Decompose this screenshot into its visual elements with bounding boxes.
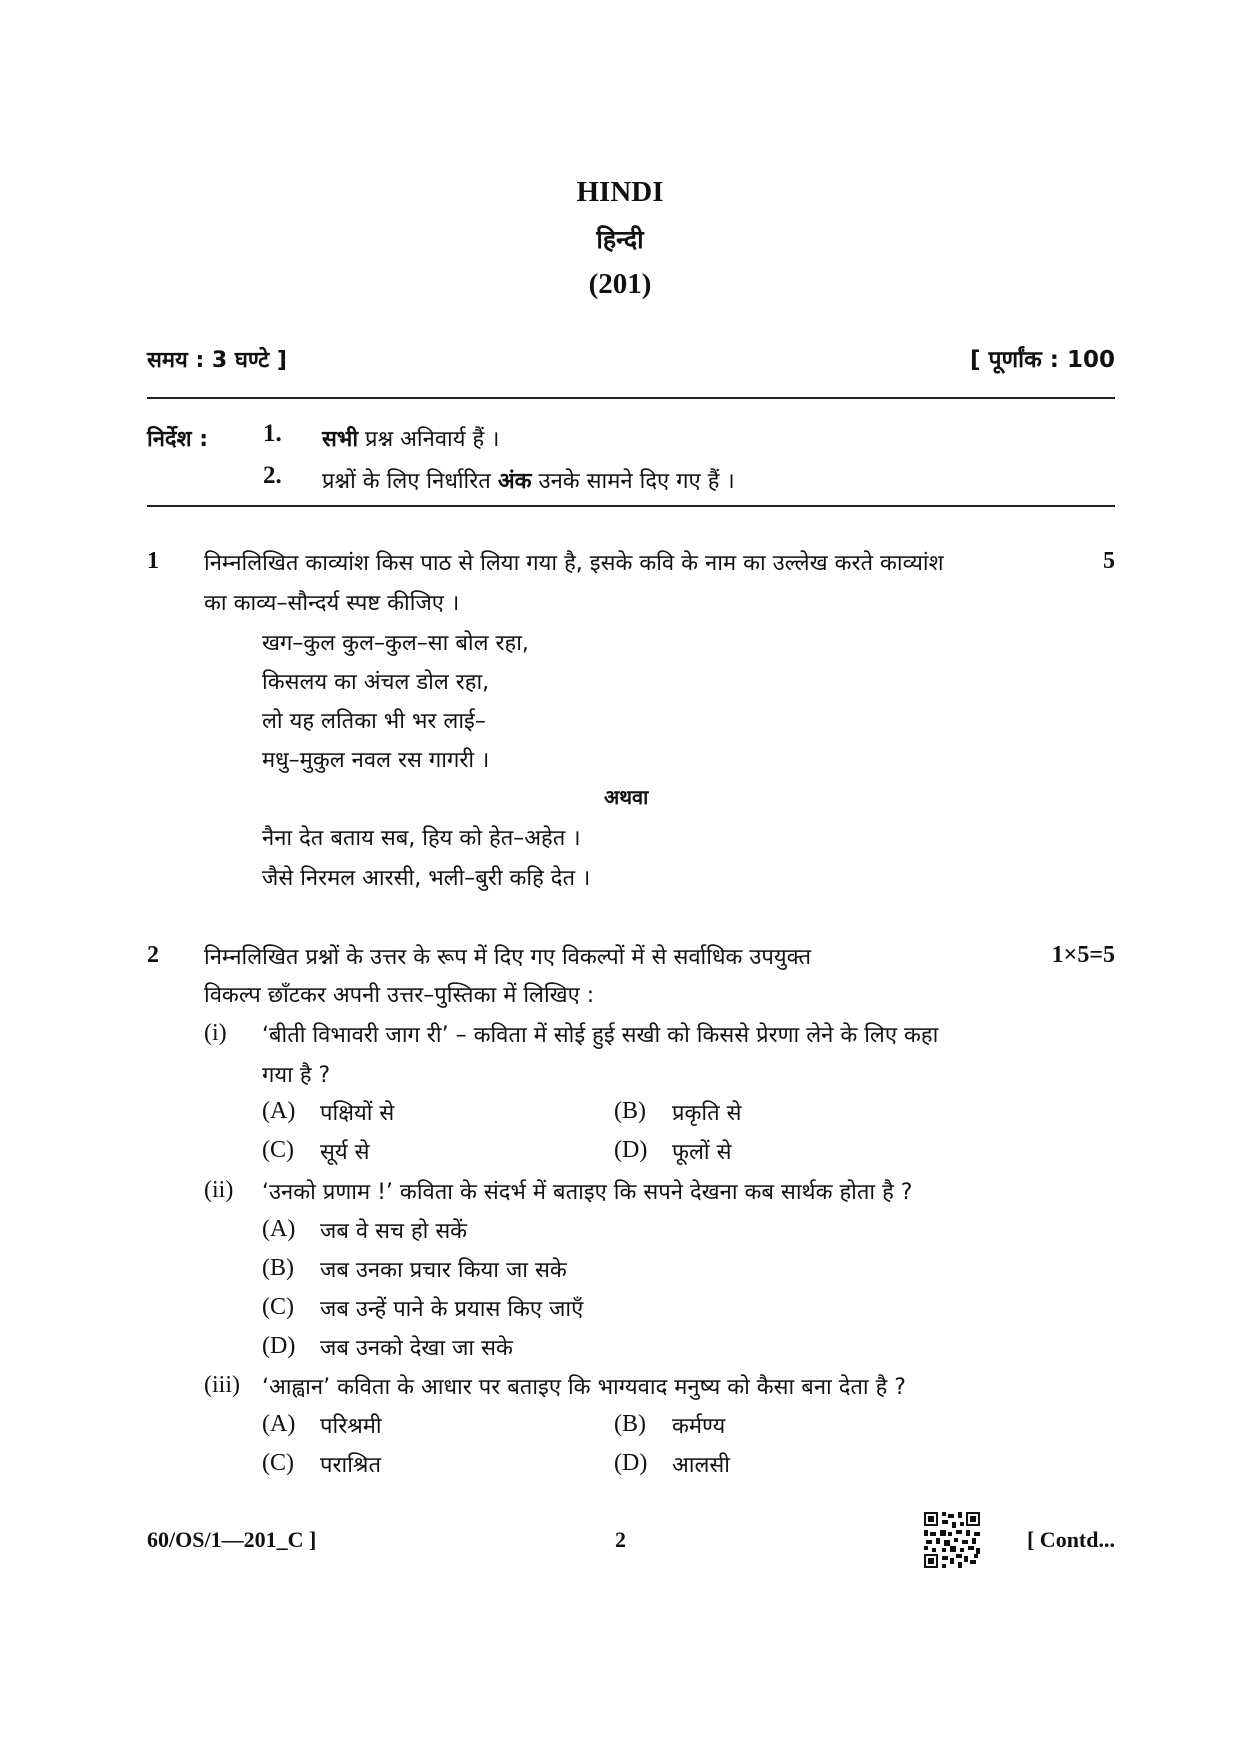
time-label: समय : 3 घण्टे ] (147, 348, 287, 373)
option-text: कर्मण्य (672, 1414, 726, 1439)
option-text: आलसी (672, 1453, 730, 1478)
option-label: (B) (614, 1098, 646, 1124)
subquestion-i-line-1: ‘बीती विभावरी जाग री’ – कविता में सोई हुई सखी को किससे प्रेरणा लेने के लिए कहा (262, 1023, 939, 1048)
option-label: (A) (262, 1098, 296, 1124)
option-label: (D) (614, 1450, 648, 1476)
subquestion-i-number: (i) (204, 1020, 227, 1046)
option-label: (A) (262, 1411, 296, 1437)
option-text: जब वे सच हो सकें (320, 1219, 468, 1244)
header-rule-top (147, 397, 1115, 399)
question-1-line-1: निम्नलिखित काव्यांश किस पाठ से लिया गया है, इसके कवि के नाम का उल्लेख करते काव्यांश (204, 551, 944, 576)
option-label: (C) (262, 1137, 294, 1163)
option-text: जब उनको देखा जा सके (320, 1336, 513, 1361)
option-text: सूर्य से (320, 1140, 370, 1165)
header-rule-bottom (147, 505, 1115, 507)
question-2-line-2: विकल्प छाँटकर अपनी उत्तर–पुस्तिका में लिखिए : (204, 983, 595, 1008)
option-text: फूलों से (672, 1140, 732, 1165)
doha-line-2: जैसे निरमल आरसी, भली–बुरी कहि देत । (262, 866, 591, 891)
option-label: (A) (262, 1216, 296, 1242)
instruction-2-post: उनके सामने दिए गए हैं । (538, 469, 735, 494)
title-hindi: हिन्दी (596, 225, 644, 254)
option-label: (C) (262, 1450, 294, 1476)
verse-line-4: मधु–मुकुल नवल रस गागरी । (262, 748, 490, 773)
verse-line-3: लो यह लतिका भी भर लाई– (262, 709, 486, 734)
subquestion-iii-number: (iii) (204, 1372, 240, 1398)
question-1-line-2: का काव्य–सौन्दर्य स्पष्ट कीजिए । (204, 591, 460, 616)
instruction-2-pre: प्रश्नों के लिए निर्धारित (322, 469, 491, 494)
continued-label: [ Contd... (1026, 1527, 1115, 1552)
instruction-1-bold: सभी (322, 427, 359, 452)
question-2-line-1: निम्नलिखित प्रश्नों के उत्तर के रूप में दिए गए विकल्पों में से सर्वाधिक उपयुक्त (204, 945, 812, 970)
instruction-2 (322, 465, 735, 495)
verse-line-2: किसलय का अंचल डोल रहा, (262, 670, 490, 695)
option-text: पराश्रित (320, 1453, 382, 1478)
option-text: जब उनका प्रचार किया जा सके (320, 1258, 567, 1283)
question-2-number: 2 (147, 942, 159, 968)
subquestion-ii-number: (ii) (204, 1177, 234, 1203)
option-label: (B) (262, 1255, 294, 1281)
subquestion-i-line-2: गया है ? (262, 1063, 331, 1088)
doha-line-1: नैना देत बताय सब, हिय को हेत–अहेत । (262, 826, 581, 851)
instruction-2-bold: अंक (497, 469, 532, 494)
instructions-label: निर्देश : (147, 427, 209, 452)
qr-code-icon (924, 1512, 980, 1568)
instruction-1-text: प्रश्न अनिवार्य हैं । (365, 427, 500, 452)
instruction-1-num: 1. (263, 420, 282, 447)
option-text: पक्षियों से (320, 1101, 395, 1126)
question-1-marks: 5 (1103, 548, 1115, 574)
question-1-number: 1 (147, 548, 159, 574)
subject-code: (201) (588, 268, 652, 300)
paper-code: 60/OS/1—201_C ] (147, 1527, 317, 1552)
option-label: (B) (614, 1411, 646, 1437)
option-text: जब उन्हें पाने के प्रयास किए जाएँ (320, 1297, 584, 1322)
instruction-2-num: 2. (263, 462, 282, 489)
or-separator: अथवा (604, 785, 649, 809)
option-text: प्रकृति से (672, 1101, 742, 1126)
subquestion-iii-line-1: ‘आह्वान’ कविता के आधार पर बताइए कि भाग्यवाद मनुष्य को कैसा बना देता है ? (262, 1375, 906, 1400)
page-number: 2 (615, 1527, 626, 1552)
option-label: (D) (262, 1333, 296, 1359)
instruction-1 (322, 423, 500, 453)
title-english: HINDI (576, 176, 664, 208)
question-2-marks: 1×5=5 (1051, 942, 1115, 968)
option-label: (D) (614, 1137, 648, 1163)
option-text: परिश्रमी (320, 1414, 382, 1439)
verse-line-1: खग–कुल कुल–कुल–सा बोल रहा, (262, 631, 529, 656)
option-label: (C) (262, 1294, 294, 1320)
max-marks: [ पूर्णांक : 100 (969, 347, 1115, 373)
subquestion-ii-line-1: ‘उनको प्रणाम !’ कविता के संदर्भ में बताइए कि सपने देखना कब सार्थक होता है ? (262, 1180, 913, 1205)
